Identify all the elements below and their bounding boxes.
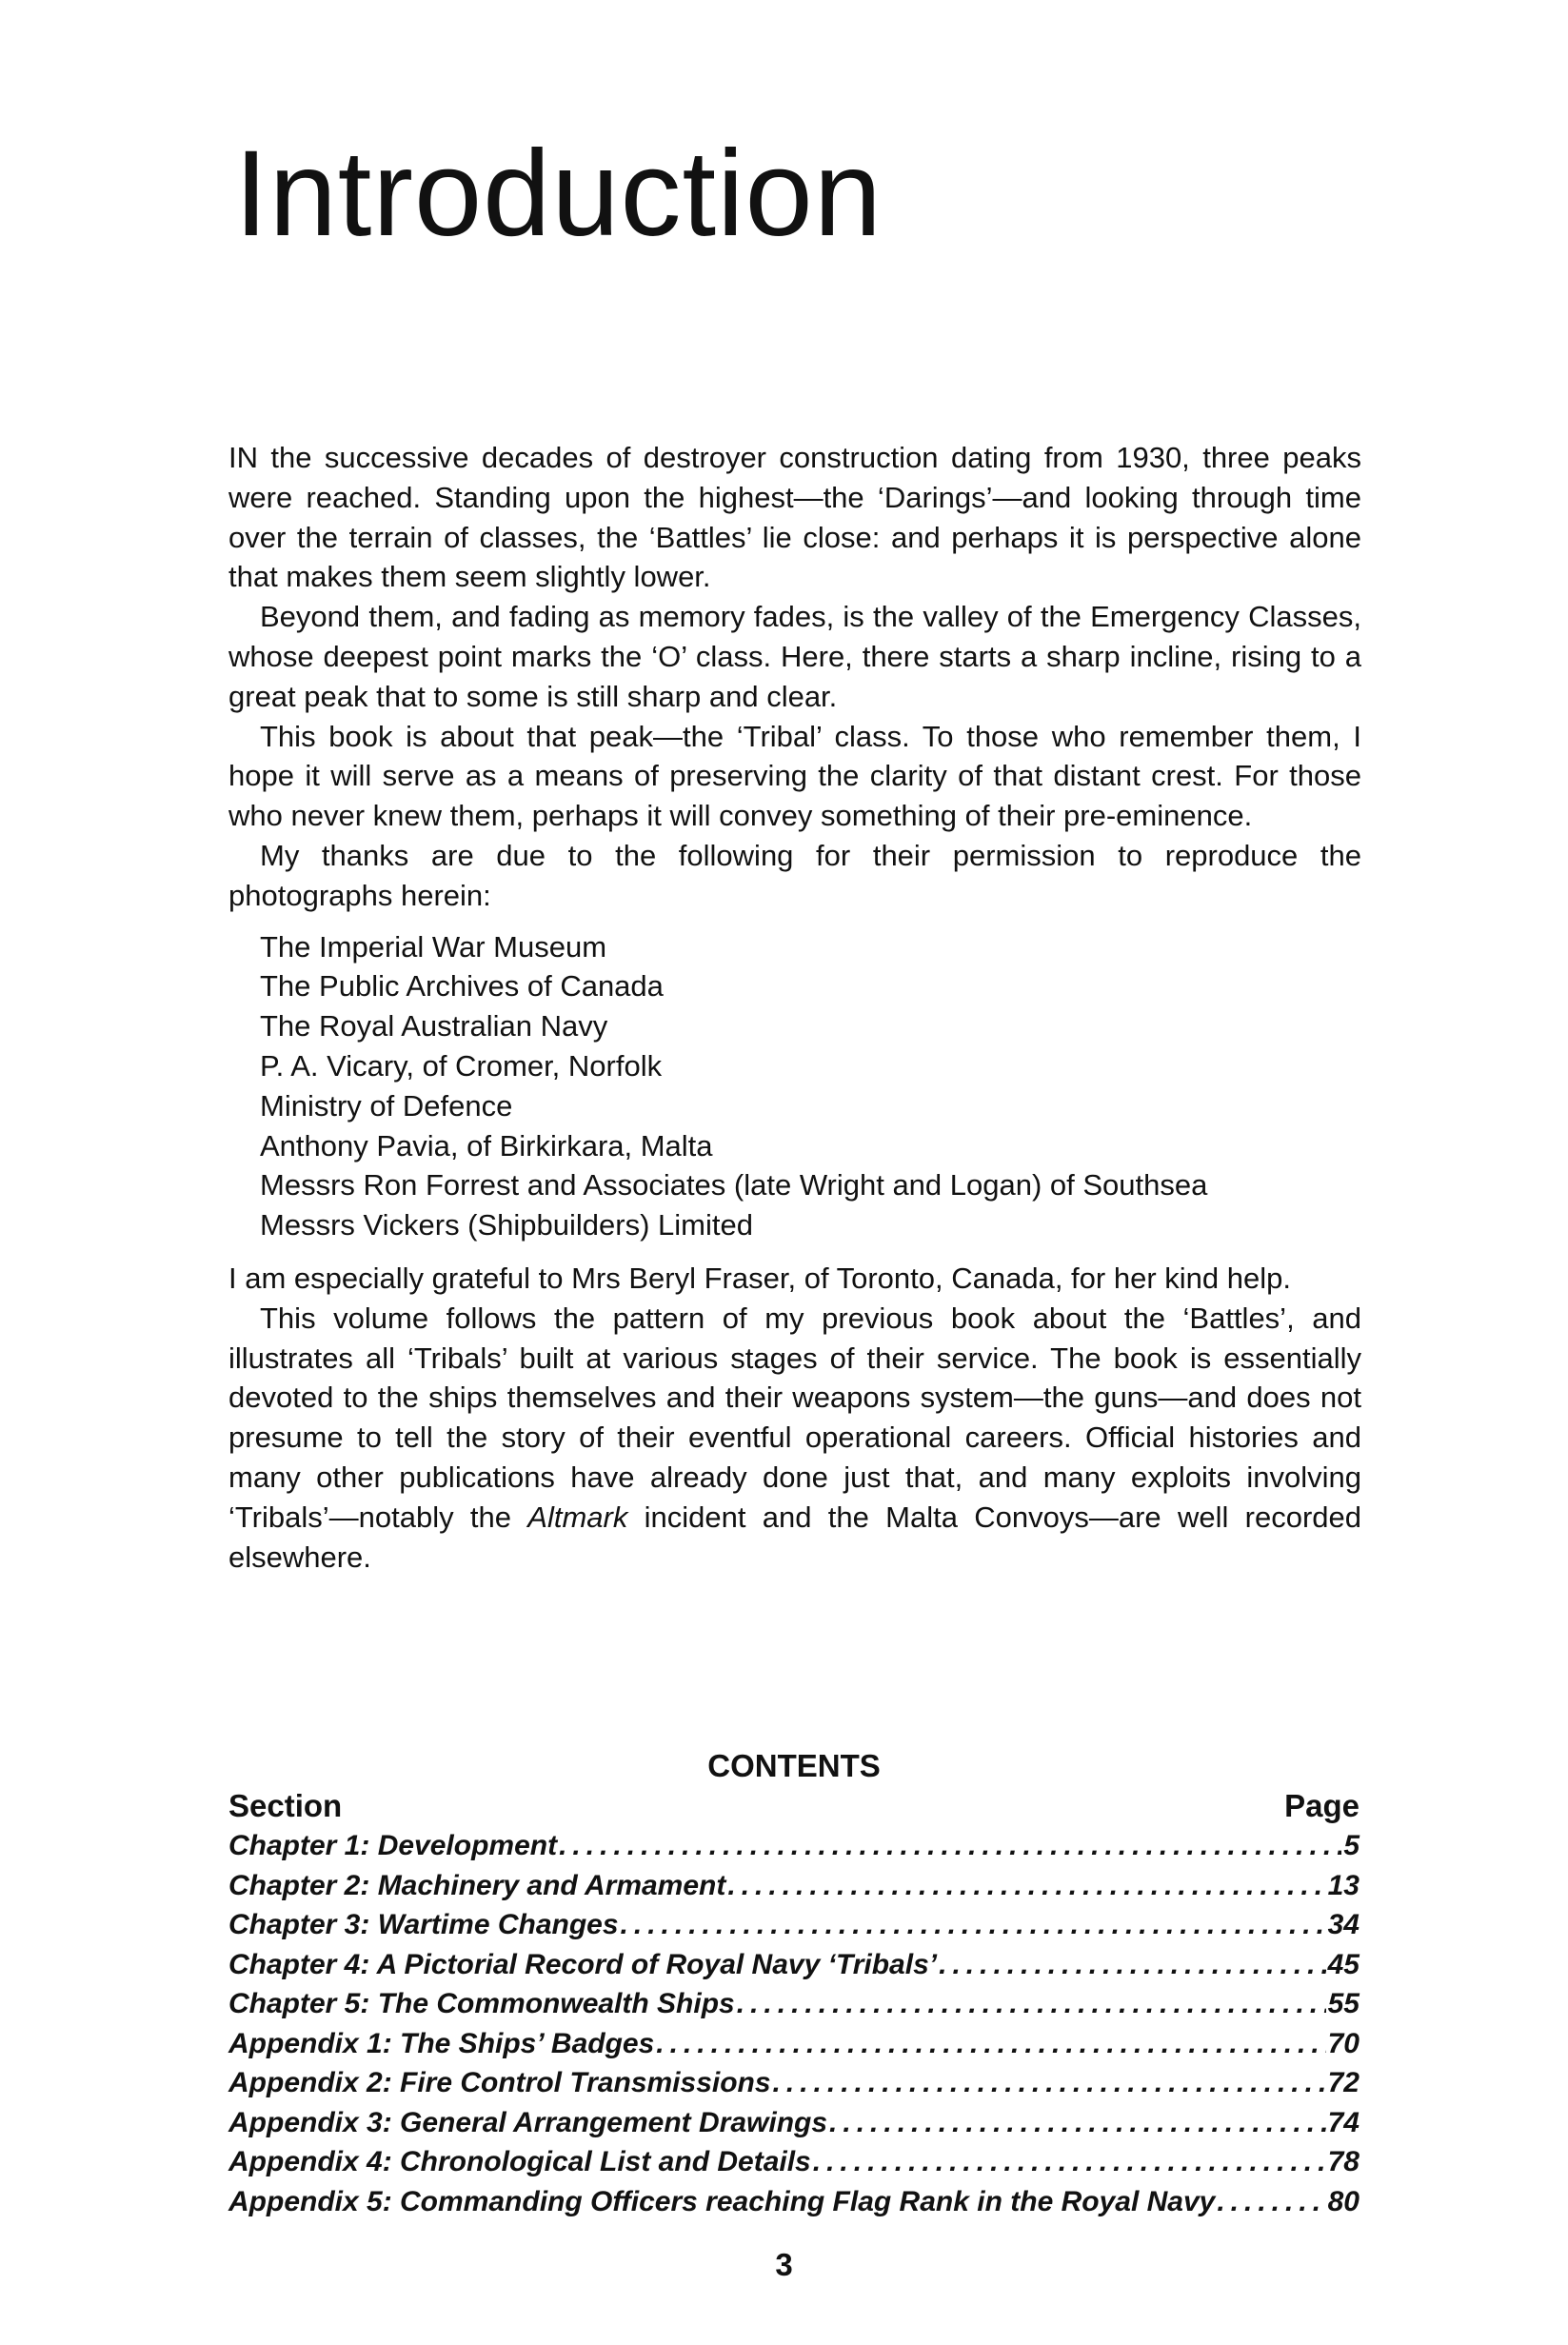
acknowledgement-list bbox=[260, 927, 1361, 1245]
leader-dots bbox=[813, 2142, 1326, 2182]
contents-entry bbox=[228, 2142, 1360, 2182]
leader-dots bbox=[559, 1826, 1341, 1866]
contents-entry bbox=[228, 1905, 1360, 1945]
paragraph-3: This book is about that peak—the ‘Tribal’ class. To those who remember them, I hope it will serve as a means of preserving the clarity of that distant crest. For those who never knew them, perhaps it will convey something of their pre-eminence. bbox=[228, 719, 1361, 833]
contents-entry-title: Appendix 4: Chronological List and Details bbox=[228, 2146, 811, 2177]
paragraph-2: Beyond them, and fading as memory fades, is the valley of the Emergency Classes, whose deepest point marks the ‘O’ class. Here, there starts a sharp incline, rising to a great peak that to some is still sharp and clear. bbox=[228, 600, 1361, 713]
contents-entry-page: 78 bbox=[1327, 2146, 1360, 2177]
contents-entry bbox=[228, 1984, 1360, 2024]
contents-entry bbox=[228, 2063, 1360, 2103]
contents-entry bbox=[228, 2182, 1360, 2222]
introduction-body bbox=[228, 438, 1361, 1577]
leader-dots bbox=[656, 2024, 1325, 2064]
contents-entry-title: Chapter 4: A Pictorial Record of Royal Navy ‘Tribals’ bbox=[228, 1948, 938, 1980]
paragraph-6 bbox=[228, 1299, 1361, 1578]
page-number: 3 bbox=[775, 2247, 793, 2282]
contents-entry-page: 13 bbox=[1327, 1869, 1360, 1901]
contents-entry-page: 72 bbox=[1327, 2067, 1360, 2098]
contents-entry-title: Chapter 5: The Commonwealth Ships bbox=[228, 1988, 735, 2019]
contents-entry bbox=[228, 2024, 1360, 2064]
paragraph-1: IN the successive decades of destroyer construction dating from 1930, three peaks were reached. Standing upon the highest—the ‘Darings’—and looking through time over the terrain of classes, the ‘Battles’ lie close: and perhaps it is perspective alone that makes them seem slightly lower. bbox=[228, 441, 1361, 594]
paragraph-6-text-end: incident and the Malta Convoys—are well recorded elsewhere. bbox=[228, 1500, 1362, 1574]
page-column-label: Page bbox=[1284, 1788, 1360, 1823]
contents-entry bbox=[228, 2103, 1360, 2143]
contents-entry-title: Appendix 5: Commanding Officers reaching Flag Rank in the Royal Navy bbox=[228, 2185, 1216, 2217]
leader-dots bbox=[829, 2103, 1326, 2143]
contents-entry-title: Chapter 2: Machinery and Armament bbox=[228, 1869, 726, 1901]
ship-name-altmark: Altmark bbox=[527, 1500, 628, 1534]
acknowledgement-item: The Royal Australian Navy bbox=[260, 1009, 608, 1043]
contents-entry-page: 34 bbox=[1327, 1909, 1360, 1940]
paragraph-5: I am especially grateful to Mrs Beryl Fraser, of Toronto, Canada, for her kind help. bbox=[228, 1261, 1291, 1295]
acknowledgement-item: The Public Archives of Canada bbox=[260, 969, 664, 1004]
contents-entry-page: 80 bbox=[1327, 2185, 1360, 2217]
contents-entry bbox=[228, 1866, 1360, 1906]
leader-dots bbox=[727, 1866, 1325, 1906]
contents-column-headers bbox=[228, 1786, 1360, 1826]
paragraph-6-text: This volume follows the pattern of my previous book about the ‘Battles’, and illustrates all ‘Tribals’ built at various stages of their service. The book is essentially devoted to the ships themselves and their weapons system—the guns—and does not presume to tell the story of their eventful operational careers. Official histories and many other publications have already done just that, and many exploits involving ‘Tribals’—notably the bbox=[228, 1301, 1361, 1534]
acknowledgement-item: Messrs Vickers (Shipbuilders) Limited bbox=[260, 1208, 753, 1242]
leader-dots bbox=[773, 2063, 1326, 2103]
section-column-label: Section bbox=[228, 1788, 343, 1823]
acknowledgement-item: The Imperial War Museum bbox=[260, 929, 607, 964]
leader-dots bbox=[1217, 2182, 1325, 2222]
contents-entry-page: 74 bbox=[1327, 2106, 1360, 2138]
contents-entry-page: 70 bbox=[1327, 2027, 1360, 2059]
paragraph-4: My thanks are due to the following for their permission to reproduce the photographs herein: bbox=[228, 838, 1361, 912]
acknowledgement-item: Ministry of Defence bbox=[260, 1088, 513, 1123]
contents-entry-page: 55 bbox=[1327, 1988, 1360, 2019]
contents-entry bbox=[228, 1945, 1360, 1985]
acknowledgement-item: P. A. Vicary, of Cromer, Norfolk bbox=[260, 1048, 663, 1083]
contents-entry bbox=[228, 1826, 1360, 1866]
acknowledgement-item: Messrs Ron Forrest and Associates (late Wright and Logan) of Southsea bbox=[260, 1168, 1208, 1202]
table-of-contents bbox=[228, 1746, 1360, 2221]
contents-entry-title: Appendix 3: General Arrangement Drawings bbox=[228, 2106, 828, 2138]
contents-heading: CONTENTS bbox=[707, 1748, 881, 1783]
contents-entry-page: 5 bbox=[1343, 1830, 1360, 1861]
acknowledgement-item: Anthony Pavia, of Birkirkara, Malta bbox=[260, 1128, 713, 1163]
leader-dots bbox=[939, 1945, 1326, 1985]
contents-entry-title: Appendix 2: Fire Control Transmissions bbox=[228, 2067, 771, 2098]
contents-list bbox=[228, 1826, 1360, 2221]
leader-dots bbox=[737, 1984, 1326, 2024]
contents-entry-title: Appendix 1: The Ships’ Badges bbox=[228, 2027, 655, 2059]
contents-entry-title: Chapter 1: Development bbox=[228, 1830, 558, 1861]
contents-entry-page: 45 bbox=[1327, 1948, 1360, 1980]
leader-dots bbox=[621, 1905, 1326, 1945]
contents-entry-title: Chapter 3: Wartime Changes bbox=[228, 1909, 619, 1940]
page-title: Introduction bbox=[234, 126, 883, 262]
